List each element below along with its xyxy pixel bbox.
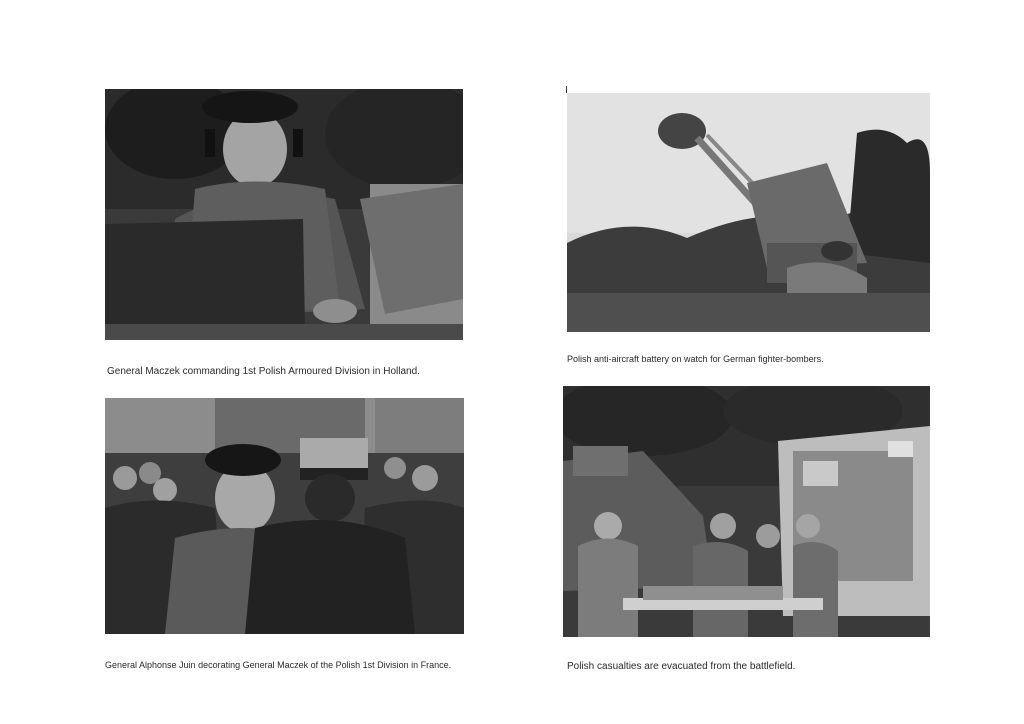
caption-general-maczek-holland: General Maczek commanding 1st Polish Armoured Division in Holland.: [107, 366, 420, 377]
photo-general-maczek-holland: [105, 89, 463, 340]
caption-general-juin-decorating-maczek: General Alphonse Juin decorating General Maczek of the Polish 1st Division in France.: [105, 660, 452, 670]
corner-mark: [566, 86, 567, 93]
caption-casualties-evacuated: Polish casualties are evacuated from the battlefield.: [567, 661, 796, 672]
photo-casualties-evacuated: [563, 386, 930, 637]
photo-general-juin-decorating-maczek: [105, 398, 464, 634]
photo-anti-aircraft-battery: [567, 93, 930, 332]
caption-anti-aircraft-battery: Polish anti-aircraft battery on watch for German fighter-bombers.: [567, 354, 824, 364]
